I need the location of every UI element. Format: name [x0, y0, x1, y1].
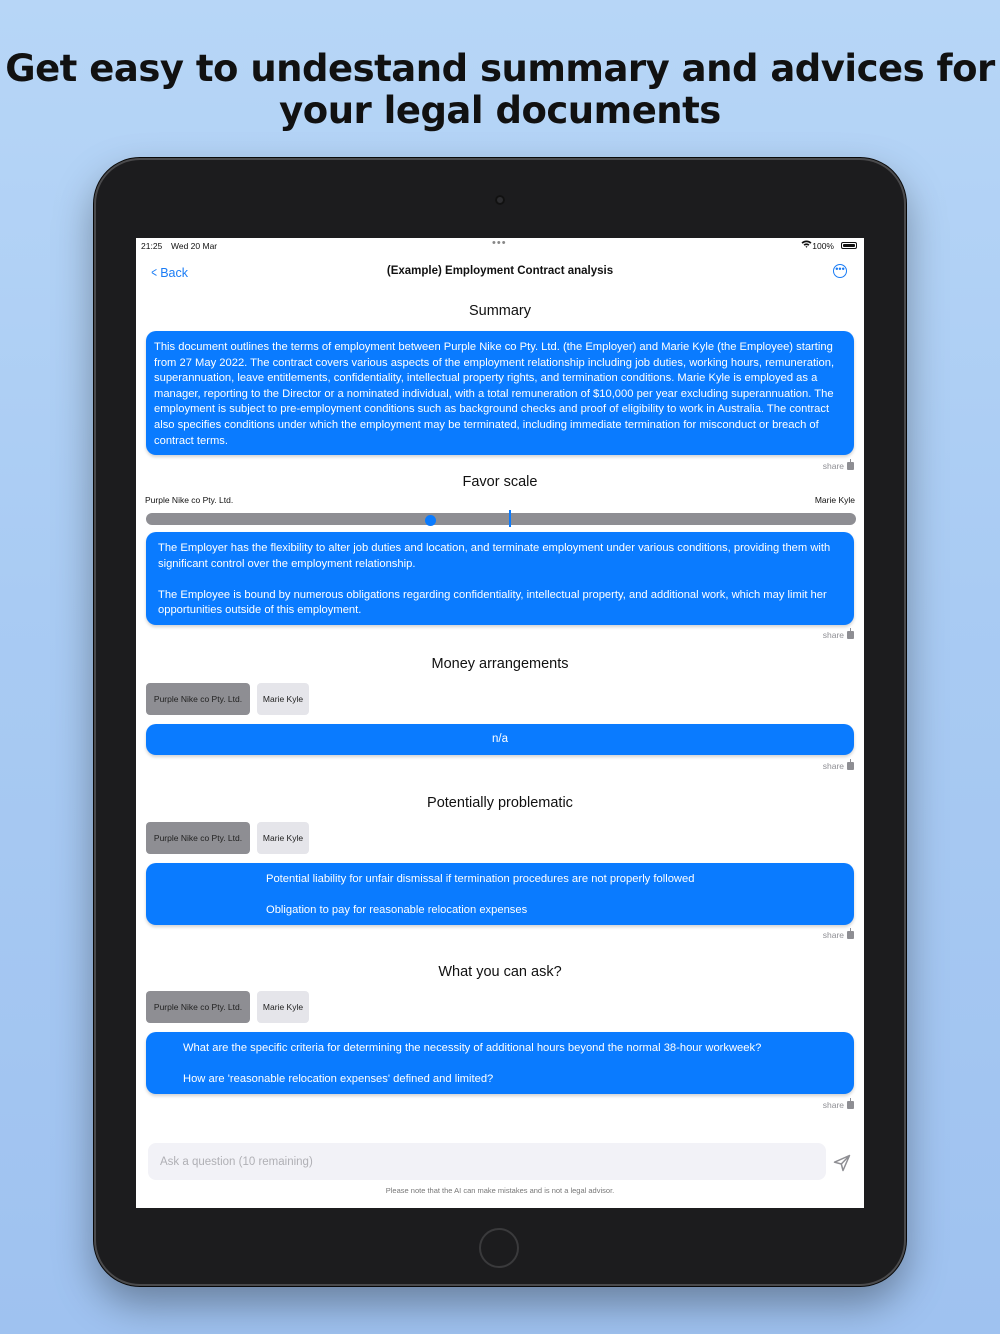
ask-chip-employer[interactable]: Purple Nike co Pty. Ltd. [146, 991, 250, 1023]
share-icon [847, 462, 854, 470]
summary-text: This document outlines the terms of employment between Purple Nike co Pty. Ltd. (the Employer) and Marie Kyle (the Employee) starting from 27 May 2022. The contract covers various aspects of the employment relationship including job duties, working hours, remuneration, superannuation, leave entitlements, confidentiality, intellectual property rights, and termination conditions. Marie Kyle is employed as a manager, reporting to the Director or a nominated individual, with a total remuneration of $10,000 per year excluding superannuation. The employment is subject to pre-employment conditions such as background checks and proof of eligibility to work in Australia. The contract also specifies conditions under which the employment may be terminated, including immediate termination for misconduct or breach of contract terms. [154, 341, 835, 447]
battery-icon [841, 242, 857, 249]
headline-line-1: Get easy to undestand summary and advices for [5, 47, 995, 90]
money-chip-employer[interactable]: Purple Nike co Pty. Ltd. [146, 683, 250, 715]
share-icon [847, 762, 854, 770]
favor-scale-slider [146, 513, 856, 525]
share-label: share [822, 1100, 844, 1110]
money-card [146, 724, 854, 755]
favor-scale-title: Favor scale [462, 474, 538, 490]
favor-share[interactable] [823, 630, 854, 640]
status-bar [136, 238, 864, 256]
share-label: share [822, 761, 844, 771]
camera [495, 195, 505, 205]
headline-line-2: your legal documents [279, 89, 721, 132]
problematic-chip-employee[interactable]: Marie Kyle [257, 822, 309, 854]
wifi-icon [801, 240, 812, 250]
home-button[interactable] [479, 1228, 519, 1268]
share-icon [847, 931, 854, 939]
problematic-chip-employer[interactable]: Purple Nike co Pty. Ltd. [146, 822, 250, 854]
favor-note: The Employee is bound by numerous obligations regarding confidentiality, intellectual property, and additional work, which may limit her opportunities outside of this employment. [158, 588, 827, 617]
favor-right-party: Marie Kyle [814, 495, 855, 505]
disclaimer: Please note that the AI can make mistakes and is not a legal advisor. [385, 1186, 615, 1195]
status-date: Wed 20 Mar [171, 241, 218, 251]
chevron-left-icon: < [151, 264, 157, 280]
back-label: Back [160, 266, 188, 280]
status-time: 21:25 [141, 241, 163, 251]
money-share[interactable] [823, 761, 854, 771]
more-options-icon[interactable]: ••• [833, 264, 847, 278]
question-input[interactable] [148, 1143, 826, 1180]
share-label: share [822, 630, 844, 640]
money-chip-employee[interactable]: Marie Kyle [257, 683, 309, 715]
favor-scale-knob [425, 515, 436, 526]
tablet-device [94, 158, 906, 1286]
problematic-item: Potential liability for unfair dismissal if termination procedures are not properly followed [266, 873, 695, 885]
favor-scale-midpoint [509, 510, 511, 527]
favor-notes-card [146, 532, 854, 625]
share-icon [847, 1101, 854, 1109]
share-label: share [822, 461, 844, 471]
send-icon[interactable] [833, 1154, 851, 1172]
headline [0, 48, 1000, 132]
money-text: n/a [492, 733, 508, 745]
ask-chip-employee[interactable]: Marie Kyle [257, 991, 309, 1023]
ask-item[interactable]: What are the specific criteria for determining the necessity of additional hours beyond the normal 38-hour workweek? [183, 1042, 762, 1054]
share-icon [847, 631, 854, 639]
navigation-bar [136, 260, 864, 284]
money-title: Money arrangements [431, 656, 569, 672]
problematic-share[interactable] [823, 930, 854, 940]
favor-note: The Employer has the flexibility to alter job duties and location, and terminate employment under various conditions, providing them with significant control over the employment relationship. [158, 542, 831, 570]
page-title: (Example) Employment Contract analysis [386, 265, 614, 277]
favor-left-party: Purple Nike co Pty. Ltd. [145, 495, 234, 505]
summary-card [146, 331, 854, 455]
ask-item[interactable]: How are 'reasonable relocation expenses' defined and limited? [183, 1073, 494, 1086]
app-screen [136, 238, 864, 1208]
ask-title: What you can ask? [438, 964, 562, 980]
multitasking-dots[interactable]: ••• [492, 238, 507, 249]
ask-share[interactable] [823, 1100, 854, 1110]
problematic-item: Obligation to pay for reasonable relocation expenses [266, 904, 528, 917]
problematic-title: Potentially problematic [427, 795, 573, 811]
summary-share[interactable] [823, 461, 854, 471]
battery-percent: 100% [812, 241, 834, 251]
problematic-card [146, 863, 854, 925]
ask-card [146, 1032, 854, 1094]
summary-title: Summary [468, 303, 532, 319]
share-label: share [822, 930, 844, 940]
